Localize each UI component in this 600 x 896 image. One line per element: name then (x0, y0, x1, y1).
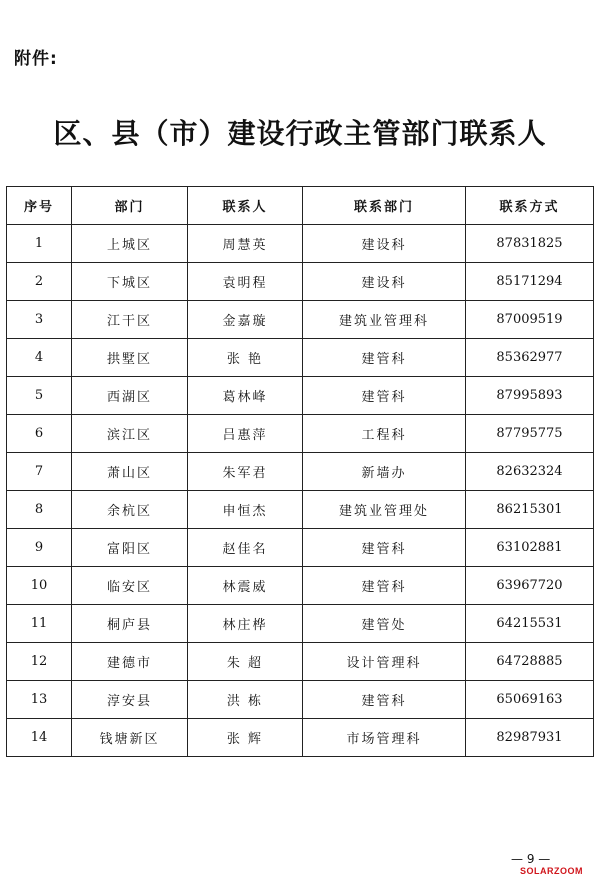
cell-contact-department: 建筑业管理处 (303, 491, 466, 529)
cell-department: 临安区 (72, 567, 188, 605)
cell-department: 建德市 (72, 643, 188, 681)
cell-phone: 63967720 (466, 567, 594, 605)
cell-contact-person: 林庄桦 (188, 605, 303, 643)
cell-contact-department: 工程科 (303, 415, 466, 453)
cell-contact-person: 周慧英 (188, 225, 303, 263)
cell-contact-department: 新墙办 (303, 453, 466, 491)
table-row (7, 529, 594, 567)
cell-contact-person: 朱军君 (188, 453, 303, 491)
cell-contact-person: 葛林峰 (188, 377, 303, 415)
table-row (7, 643, 594, 681)
cell-phone: 64215531 (466, 605, 594, 643)
cell-contact-department: 建筑业管理科 (303, 301, 466, 339)
table-row (7, 605, 594, 643)
table-row (7, 377, 594, 415)
page-number: — 9 — (511, 852, 551, 866)
cell-contact-person: 赵佳名 (188, 529, 303, 567)
cell-phone: 82632324 (466, 453, 594, 491)
cell-serial: 5 (7, 377, 72, 415)
cell-phone: 87795775 (466, 415, 594, 453)
cell-contact-department: 建管科 (303, 567, 466, 605)
cell-serial: 7 (7, 453, 72, 491)
attachment-label: 附件: (14, 49, 58, 69)
cell-phone: 87995893 (466, 377, 594, 415)
cell-contact-department: 建管科 (303, 377, 466, 415)
cell-phone: 63102881 (466, 529, 594, 567)
table-row (7, 339, 594, 377)
cell-serial: 2 (7, 263, 72, 301)
cell-department: 富阳区 (72, 529, 188, 567)
cell-contact-department: 建管科 (303, 339, 466, 377)
cell-department: 淳安县 (72, 681, 188, 719)
cell-phone: 86215301 (466, 491, 594, 529)
cell-contact-person: 洪 栋 (188, 681, 303, 719)
cell-contact-person: 朱 超 (188, 643, 303, 681)
header-phone: 联系方式 (466, 187, 594, 225)
cell-department: 拱墅区 (72, 339, 188, 377)
cell-department: 下城区 (72, 263, 188, 301)
cell-phone: 85362977 (466, 339, 594, 377)
cell-department: 钱塘新区 (72, 719, 188, 757)
cell-serial: 9 (7, 529, 72, 567)
cell-contact-department: 建设科 (303, 225, 466, 263)
cell-department: 萧山区 (72, 453, 188, 491)
cell-contact-department: 设计管理科 (303, 643, 466, 681)
cell-contact-person: 金嘉璇 (188, 301, 303, 339)
table-row (7, 301, 594, 339)
cell-department: 西湖区 (72, 377, 188, 415)
header-department: 部门 (72, 187, 188, 225)
cell-phone: 85171294 (466, 263, 594, 301)
table-row (7, 453, 594, 491)
cell-contact-person: 林震威 (188, 567, 303, 605)
cell-department: 余杭区 (72, 491, 188, 529)
cell-contact-person: 张 艳 (188, 339, 303, 377)
cell-phone: 87831825 (466, 225, 594, 263)
cell-serial: 1 (7, 225, 72, 263)
cell-phone: 64728885 (466, 643, 594, 681)
contacts-table (6, 186, 594, 757)
cell-serial: 4 (7, 339, 72, 377)
table-header-row (7, 187, 594, 225)
table-row (7, 225, 594, 263)
table-row (7, 415, 594, 453)
cell-phone: 65069163 (466, 681, 594, 719)
cell-serial: 13 (7, 681, 72, 719)
table-row (7, 681, 594, 719)
header-serial: 序号 (7, 187, 72, 225)
cell-contact-department: 建管科 (303, 681, 466, 719)
cell-contact-department: 建设科 (303, 263, 466, 301)
cell-contact-person: 申恒杰 (188, 491, 303, 529)
cell-contact-person: 袁明程 (188, 263, 303, 301)
watermark-logo: SOLARZOOM (520, 866, 583, 876)
cell-serial: 10 (7, 567, 72, 605)
table-row (7, 491, 594, 529)
cell-contact-department: 市场管理科 (303, 719, 466, 757)
table-row (7, 567, 594, 605)
cell-phone: 82987931 (466, 719, 594, 757)
table-row (7, 263, 594, 301)
cell-department: 江干区 (72, 301, 188, 339)
cell-contact-person: 吕惠萍 (188, 415, 303, 453)
cell-department: 桐庐县 (72, 605, 188, 643)
header-contact-department: 联系部门 (303, 187, 466, 225)
cell-contact-department: 建管科 (303, 529, 466, 567)
cell-contact-person: 张 辉 (188, 719, 303, 757)
cell-contact-department: 建管处 (303, 605, 466, 643)
cell-serial: 14 (7, 719, 72, 757)
document-title: 区、县（市）建设行政主管部门联系人 (53, 117, 547, 150)
header-contact-person: 联系人 (188, 187, 303, 225)
cell-serial: 11 (7, 605, 72, 643)
cell-serial: 6 (7, 415, 72, 453)
cell-department: 滨江区 (72, 415, 188, 453)
cell-serial: 3 (7, 301, 72, 339)
cell-serial: 8 (7, 491, 72, 529)
cell-department: 上城区 (72, 225, 188, 263)
cell-phone: 87009519 (466, 301, 594, 339)
cell-serial: 12 (7, 643, 72, 681)
table-row (7, 719, 594, 757)
